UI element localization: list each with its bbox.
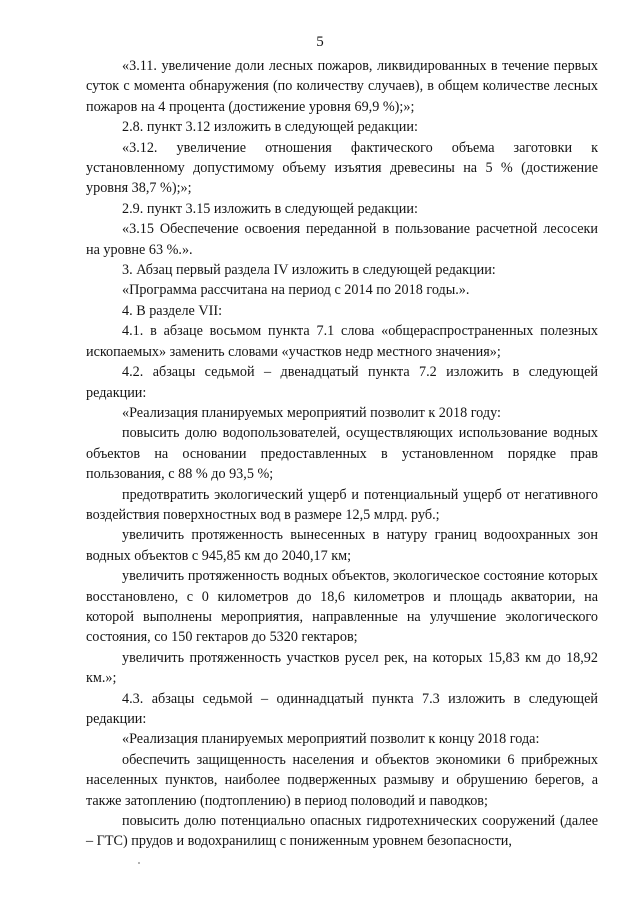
paragraph: «Программа рассчитана на период с 2014 по 2018 годы.». <box>122 282 470 299</box>
paragraph: 4.2. абзацы седьмой – двенадцатый пункта 7.2 изложить в следующей редакции: <box>86 364 598 401</box>
paragraph: «Реализация планируемых мероприятий позволит к концу 2018 года: <box>122 731 540 748</box>
paragraph: повысить долю потенциально опасных гидротехнических сооружений (далее – ГТС) прудов и водохранилищ с пониженным уровнем безопасности, <box>86 813 598 850</box>
paragraph: «3.15 Обеспечение освоения переданной в пользование расчетной лесосеки на уровне 63 %.». <box>86 221 598 258</box>
paragraph: «3.11. увеличение доли лесных пожаров, ликвидированных в течение первых суток с момента обнаружения (по количеству случаев), в общем количестве лесных пожаров на 4 процента (достижение уровня 69,9 %);»; <box>86 58 598 115</box>
page-number: 5 <box>316 34 324 50</box>
paragraph: повысить долю водопользователей, осуществляющих использование водных объектов на основании предоставленных в установленном порядке прав пользования, с 88 % до 93,5 %; <box>86 425 598 483</box>
paragraph: 3. Абзац первый раздела IV изложить в следующей редакции: <box>122 262 496 279</box>
paragraph: 4. В разделе VII: <box>122 302 223 319</box>
paragraph: «Реализация планируемых мероприятий позволит к 2018 году: <box>122 404 501 421</box>
paragraph: обеспечить защищенность населения и объектов экономики 6 прибрежных населенных пунктов, наиболее подверженных размыву и обрушению берегов, а также затоплению (подтоплению) в период половодий и паводков; <box>86 751 598 809</box>
paragraph: увеличить протяженность участков русел рек, на которых 15,83 км до 18,92 км.»; <box>86 649 598 687</box>
paragraph: увеличить протяженность водных объектов, экологическое состояние которых восстановлено, с 0 километров до 18,6 километров и площадь акватории, на которой выполнены мероприятия, направленные на улучшение экологического состояния, со 150 гектаров до 5320 гектаров; <box>86 568 598 646</box>
paragraph: 4.1. в абзаце восьмом пункта 7.1 слова «общераспространенных полезных ископаемых» заменить словами «участков недр местного значения»; <box>86 323 598 360</box>
scan-speck <box>138 862 140 864</box>
paragraph: «3.12. увеличение отношения фактического объема заготовки к установленному допустимому объему изъятия древесины на 5 % (достижение уровня 38,7 %);»; <box>86 139 598 197</box>
paragraph: 2.8. пункт 3.12 изложить в следующей редакции: <box>122 119 418 136</box>
paragraph: предотвратить экологический ущерб и потенциальный ущерб от негативного воздействия поверхностных вод в размере 12,5 млрд. руб.; <box>86 486 598 523</box>
paragraph: увеличить протяженность вынесенных в натуру границ водоохранных зон водных объектов с 945,85 км до 2040,17 км; <box>86 527 598 564</box>
paragraph: 4.3. абзацы седьмой – одиннадцатый пункта 7.3 изложить в следующей редакции: <box>86 690 598 727</box>
paragraph: 2.9. пункт 3.15 изложить в следующей редакции: <box>122 200 418 217</box>
document-body <box>86 56 598 852</box>
